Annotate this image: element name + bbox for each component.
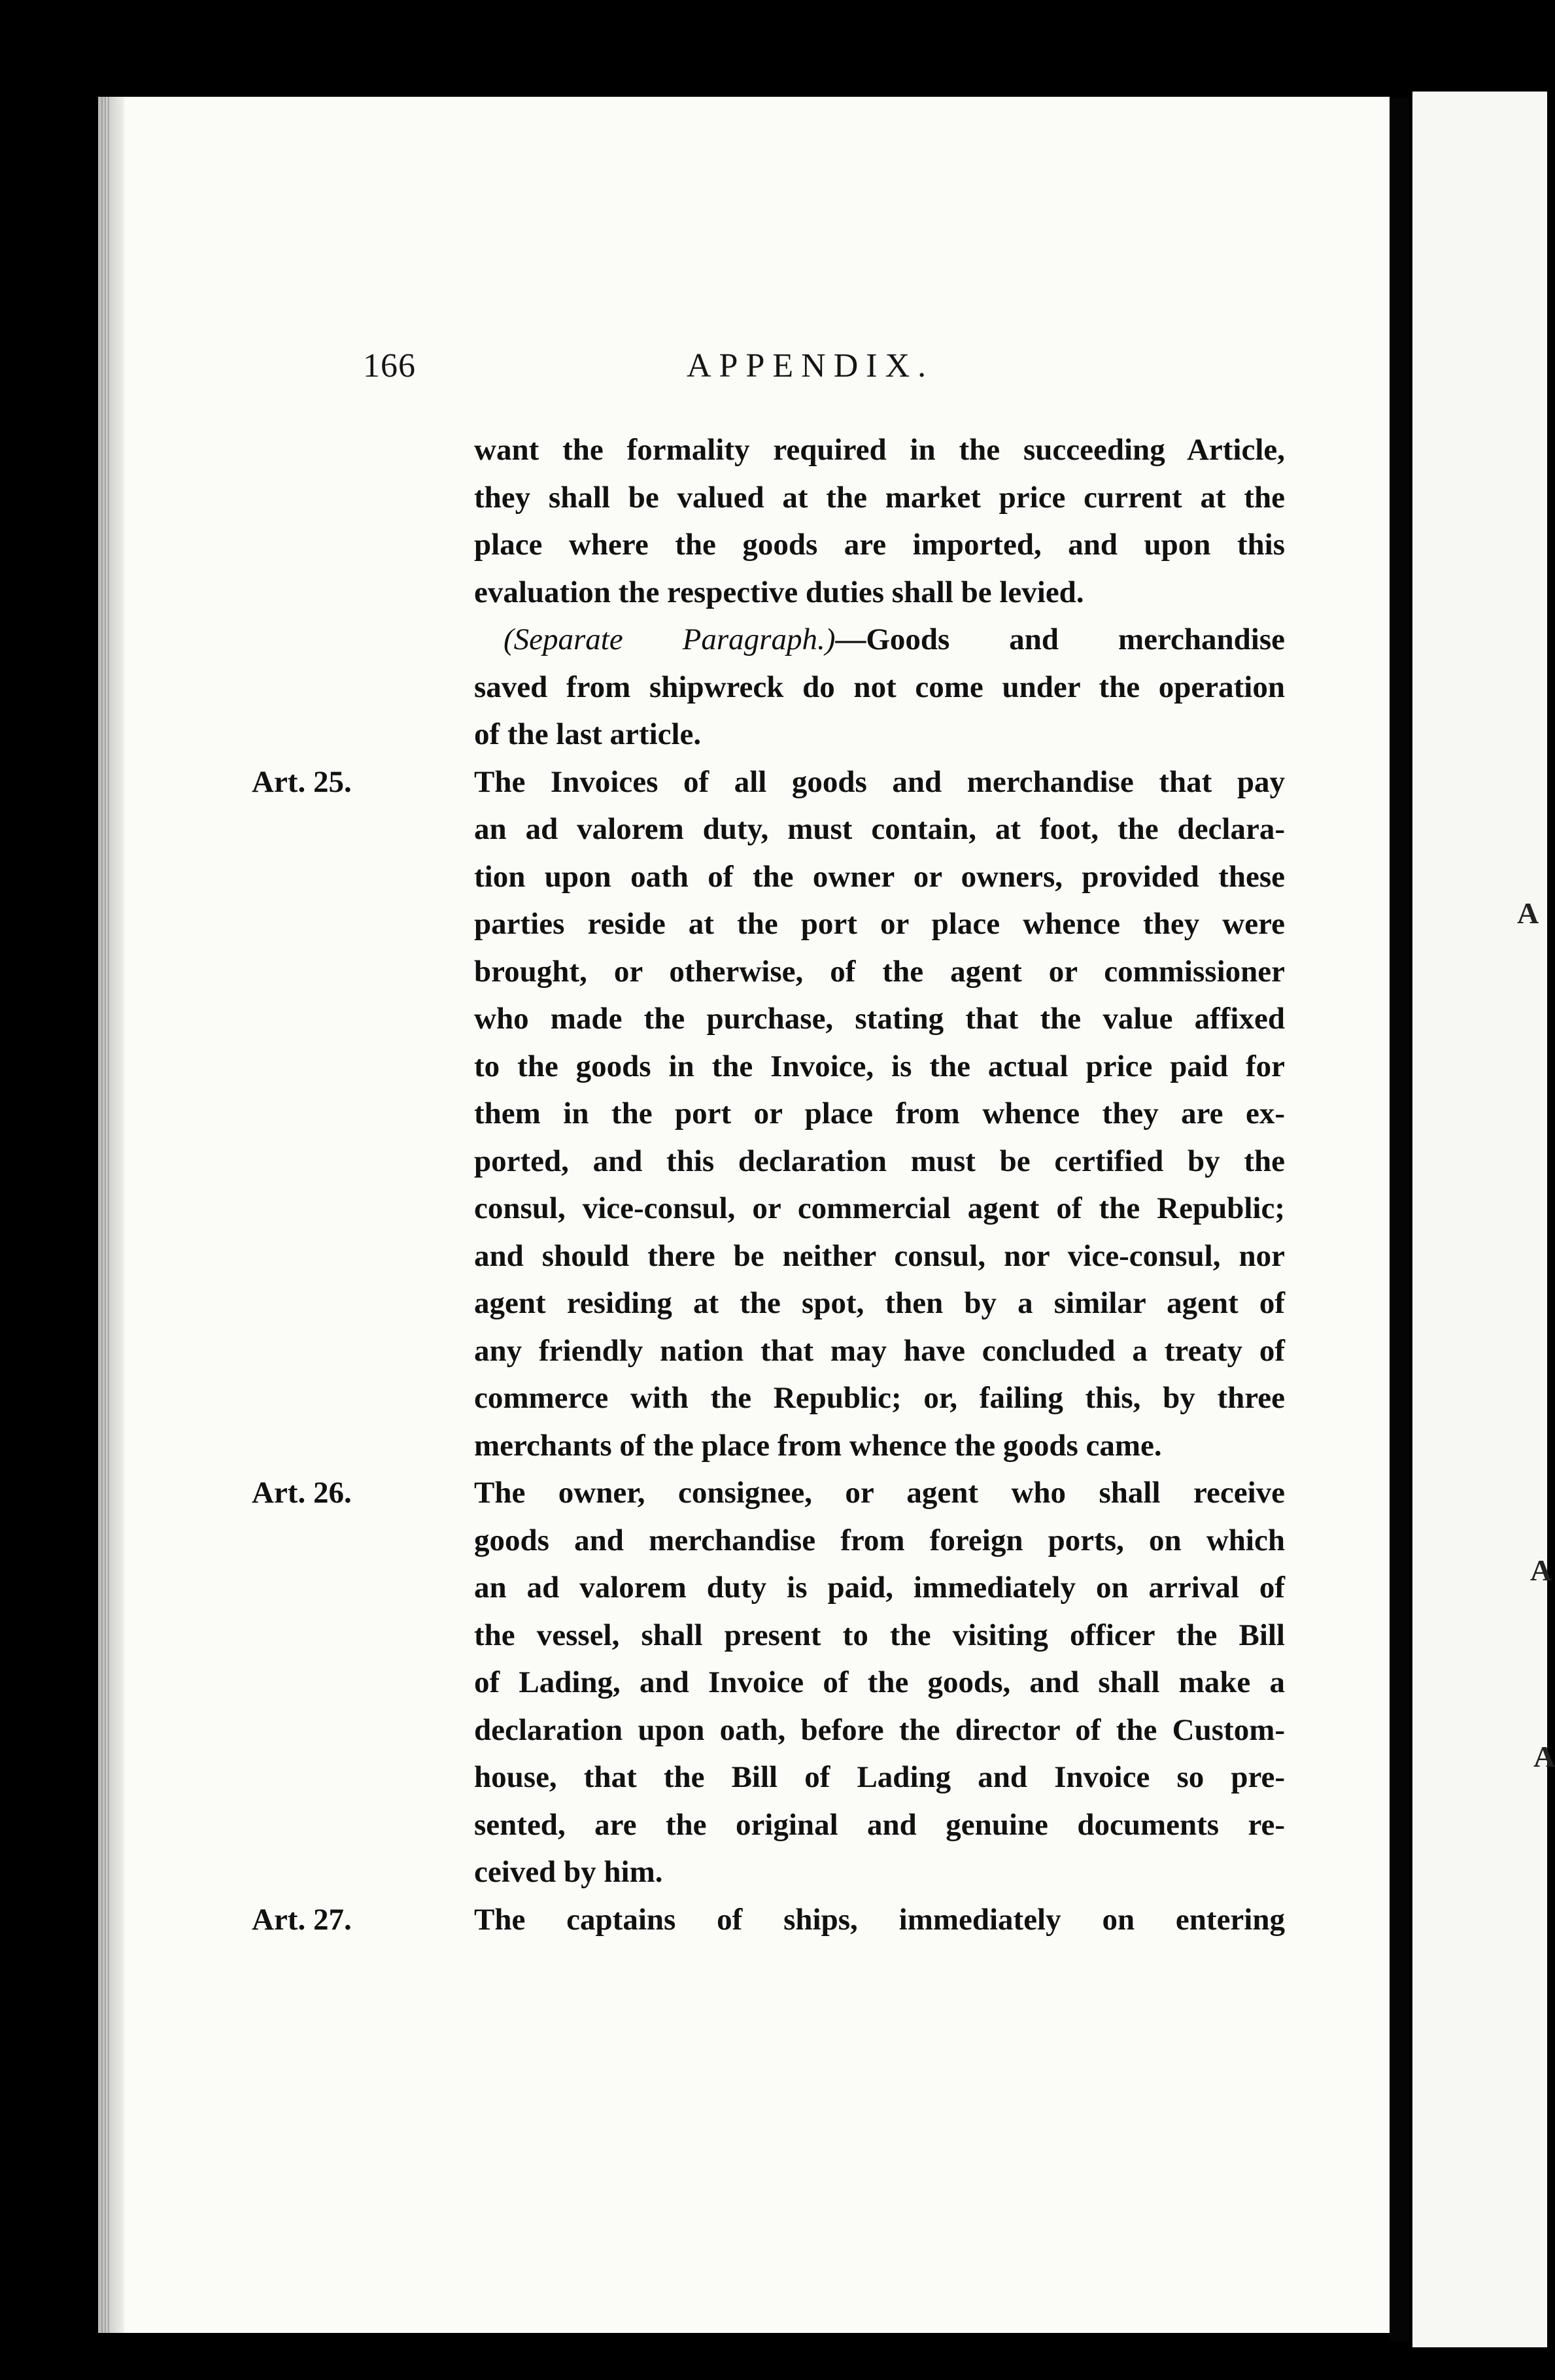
text-line: and should there be neither consul, nor vice-consul, nor xyxy=(474,1238,1285,1273)
page-header xyxy=(363,347,1547,392)
text-line: goods and merchandise from foreign ports, on which xyxy=(474,1523,1285,1557)
text-line: the vessel, shall present to the visiting officer the Bill xyxy=(474,1618,1285,1652)
text-line: an ad valorem duty, must contain, at foot, the declara- xyxy=(474,812,1285,846)
text-line: to the goods in the Invoice, is the actual price paid for xyxy=(474,1049,1285,1083)
text-line: agent residing at the spot, then by a similar agent of xyxy=(474,1286,1285,1320)
article-25-first-line: Art. 25. The Invoices of all goods and merchandise that pay xyxy=(363,758,1285,806)
text-line: any friendly nation that may have concluded a treaty of xyxy=(474,1333,1285,1368)
text-line: ceived by him. xyxy=(474,1855,663,1889)
separate-paragraph-heading: (Separate Paragraph.)—Goods and merchandise xyxy=(504,622,1286,656)
text-line: who made the purchase, stating that the value affixed xyxy=(474,1002,1285,1036)
article-label: Art. 25. xyxy=(252,764,352,799)
text-line: consul, vice-consul, or commercial agent of the Republic; xyxy=(474,1191,1285,1225)
text-line: house, that the Bill of Lading and Invoice so pre- xyxy=(474,1760,1285,1794)
text-line: saved from shipwreck do not come under the operation xyxy=(474,670,1285,704)
separate-paragraph-label: (Separate Paragraph.) xyxy=(504,622,836,656)
text-line: ported, and this declaration must be certified by the xyxy=(474,1144,1285,1178)
text-line: want the formality required in the succeeding Article, xyxy=(474,433,1285,467)
text-line: they shall be valued at the market price current at the xyxy=(474,480,1285,515)
text-line: sented, are the original and genuine documents re- xyxy=(474,1807,1285,1842)
text-line: an ad valorem duty is paid, immediately on arrival of xyxy=(474,1571,1285,1605)
text-line: place where the goods are imported, and upon this xyxy=(474,528,1285,562)
article-27-first-line: Art. 27. The captains of ships, immediately on entering xyxy=(363,1896,1285,1944)
body-text xyxy=(252,426,1286,1943)
text-line: declaration upon oath, before the director of the Custom- xyxy=(474,1712,1285,1747)
text-line: tion upon oath of the owner or owners, provided these xyxy=(474,859,1285,894)
text-line: evaluation the respective duties shall be levied. xyxy=(474,575,1084,609)
article-label: Art. 27. xyxy=(252,1902,352,1937)
text-line: merchants of the place from whence the goods came. xyxy=(474,1428,1162,1463)
page-edge-lines xyxy=(101,97,111,2333)
text-line: parties reside at the port or place whence they were xyxy=(474,907,1285,941)
adjacent-page xyxy=(1412,92,1547,2347)
running-title: APPENDIX. xyxy=(687,347,934,384)
article-label: Art. 26. xyxy=(252,1476,352,1510)
text-line: of the last article. xyxy=(474,717,702,751)
article-26-first-line: Art. 26. The owner, consignee, or agent who shall receive xyxy=(363,1469,1285,1517)
adjacent-page-letter: A xyxy=(1533,1740,1555,1773)
adjacent-page-letter: A xyxy=(1517,896,1539,930)
book-gutter xyxy=(1390,98,1409,2341)
adjacent-page-letter: A xyxy=(1530,1554,1552,1587)
page-number: 166 xyxy=(363,347,416,384)
text-line: of Lading, and Invoice of the goods, and shall make a xyxy=(474,1665,1285,1699)
text-line: brought, or otherwise, of the agent or commissioner xyxy=(474,954,1285,989)
text-line: commerce with the Republic; or, failing this, by three xyxy=(474,1381,1285,1415)
text-line: them in the port or place from whence they are ex- xyxy=(474,1096,1285,1130)
